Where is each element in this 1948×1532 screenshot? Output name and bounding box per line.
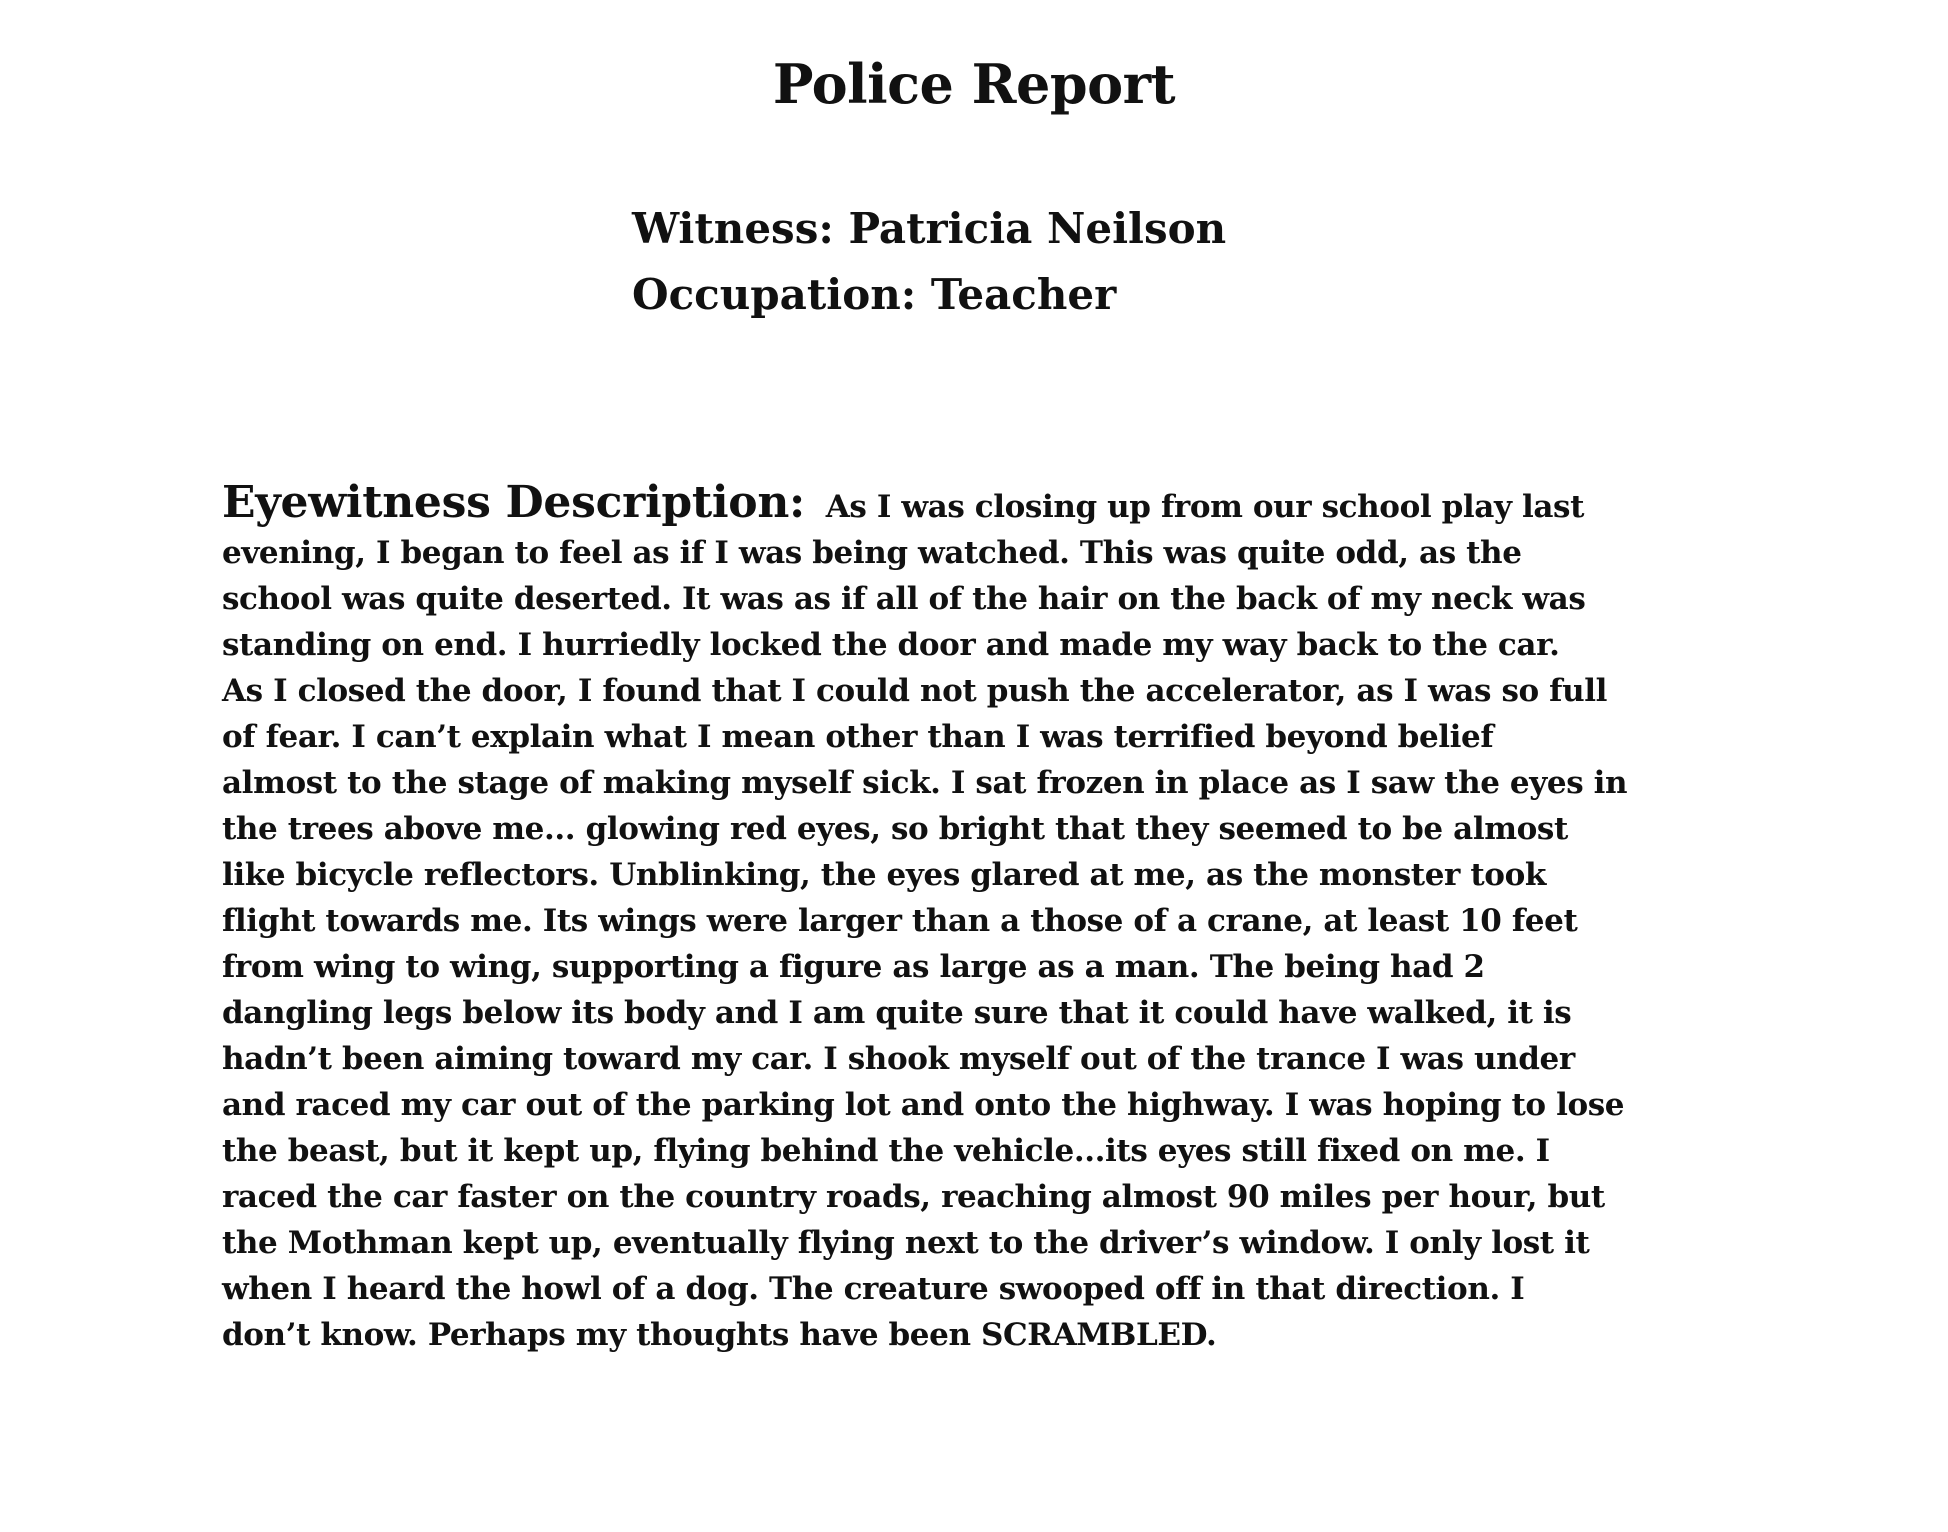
description-line: school was quite deserted. It was as if all of the hair on the back of my neck was	[222, 581, 1586, 617]
occupation-line	[632, 262, 1226, 328]
description-line: don’t know. Perhaps my thoughts have been SCRAMBLED.	[222, 1317, 1217, 1353]
description-line: and raced my car out of the parking lot and onto the highway. I was hoping to lose	[222, 1087, 1625, 1123]
description-line: hadn’t been aiming toward my car. I shook myself out of the trance I was under	[222, 1041, 1575, 1077]
eyewitness-description	[222, 477, 1782, 1358]
description-line: of fear. I can’t explain what I mean other than I was terrified beyond belief	[222, 719, 1494, 755]
occupation-label: Occupation:	[632, 270, 917, 319]
description-line: As I closed the door, I found that I could not push the accelerator, as I was so full	[222, 673, 1607, 709]
occupation-value: Teacher	[930, 270, 1117, 319]
description-line: As I was closing up from our school play last	[825, 489, 1584, 525]
witness-label: Witness:	[632, 204, 834, 253]
witness-name: Patricia Neilson	[848, 204, 1227, 253]
description-line: from wing to wing, supporting a figure as large as a man. The being had 2	[222, 949, 1485, 985]
description-heading: Eyewitness Description:	[222, 477, 805, 528]
description-line: almost to the stage of making myself sick. I sat frozen in place as I saw the eyes in	[222, 765, 1628, 801]
description-first-line	[222, 477, 1782, 530]
description-line: standing on end. I hurriedly locked the door and made my way back to the car.	[222, 627, 1560, 663]
description-line: the beast, but it kept up, flying behind the vehicle...its eyes still fixed on me. I	[222, 1133, 1550, 1169]
description-line: the Mothman kept up, eventually flying next to the driver’s window. I only lost it	[222, 1225, 1590, 1261]
description-line: flight towards me. Its wings were larger than a those of a crane, at least 10 feet	[222, 903, 1578, 939]
page-title: Police Report	[772, 52, 1176, 116]
witness-line	[632, 196, 1226, 262]
description-line: when I heard the howl of a dog. The creature swooped off in that direction. I	[222, 1271, 1525, 1307]
description-line: like bicycle reflectors. Unblinking, the eyes glared at me, as the monster took	[222, 857, 1546, 893]
description-line: the trees above me... glowing red eyes, so bright that they seemed to be almost	[222, 811, 1568, 847]
description-line: raced the car faster on the country roads, reaching almost 90 miles per hour, but	[222, 1179, 1605, 1215]
description-line: dangling legs below its body and I am quite sure that it could have walked, it is	[222, 995, 1572, 1031]
witness-info	[632, 196, 1226, 328]
description-line: evening, I began to feel as if I was being watched. This was quite odd, as the	[222, 535, 1522, 571]
